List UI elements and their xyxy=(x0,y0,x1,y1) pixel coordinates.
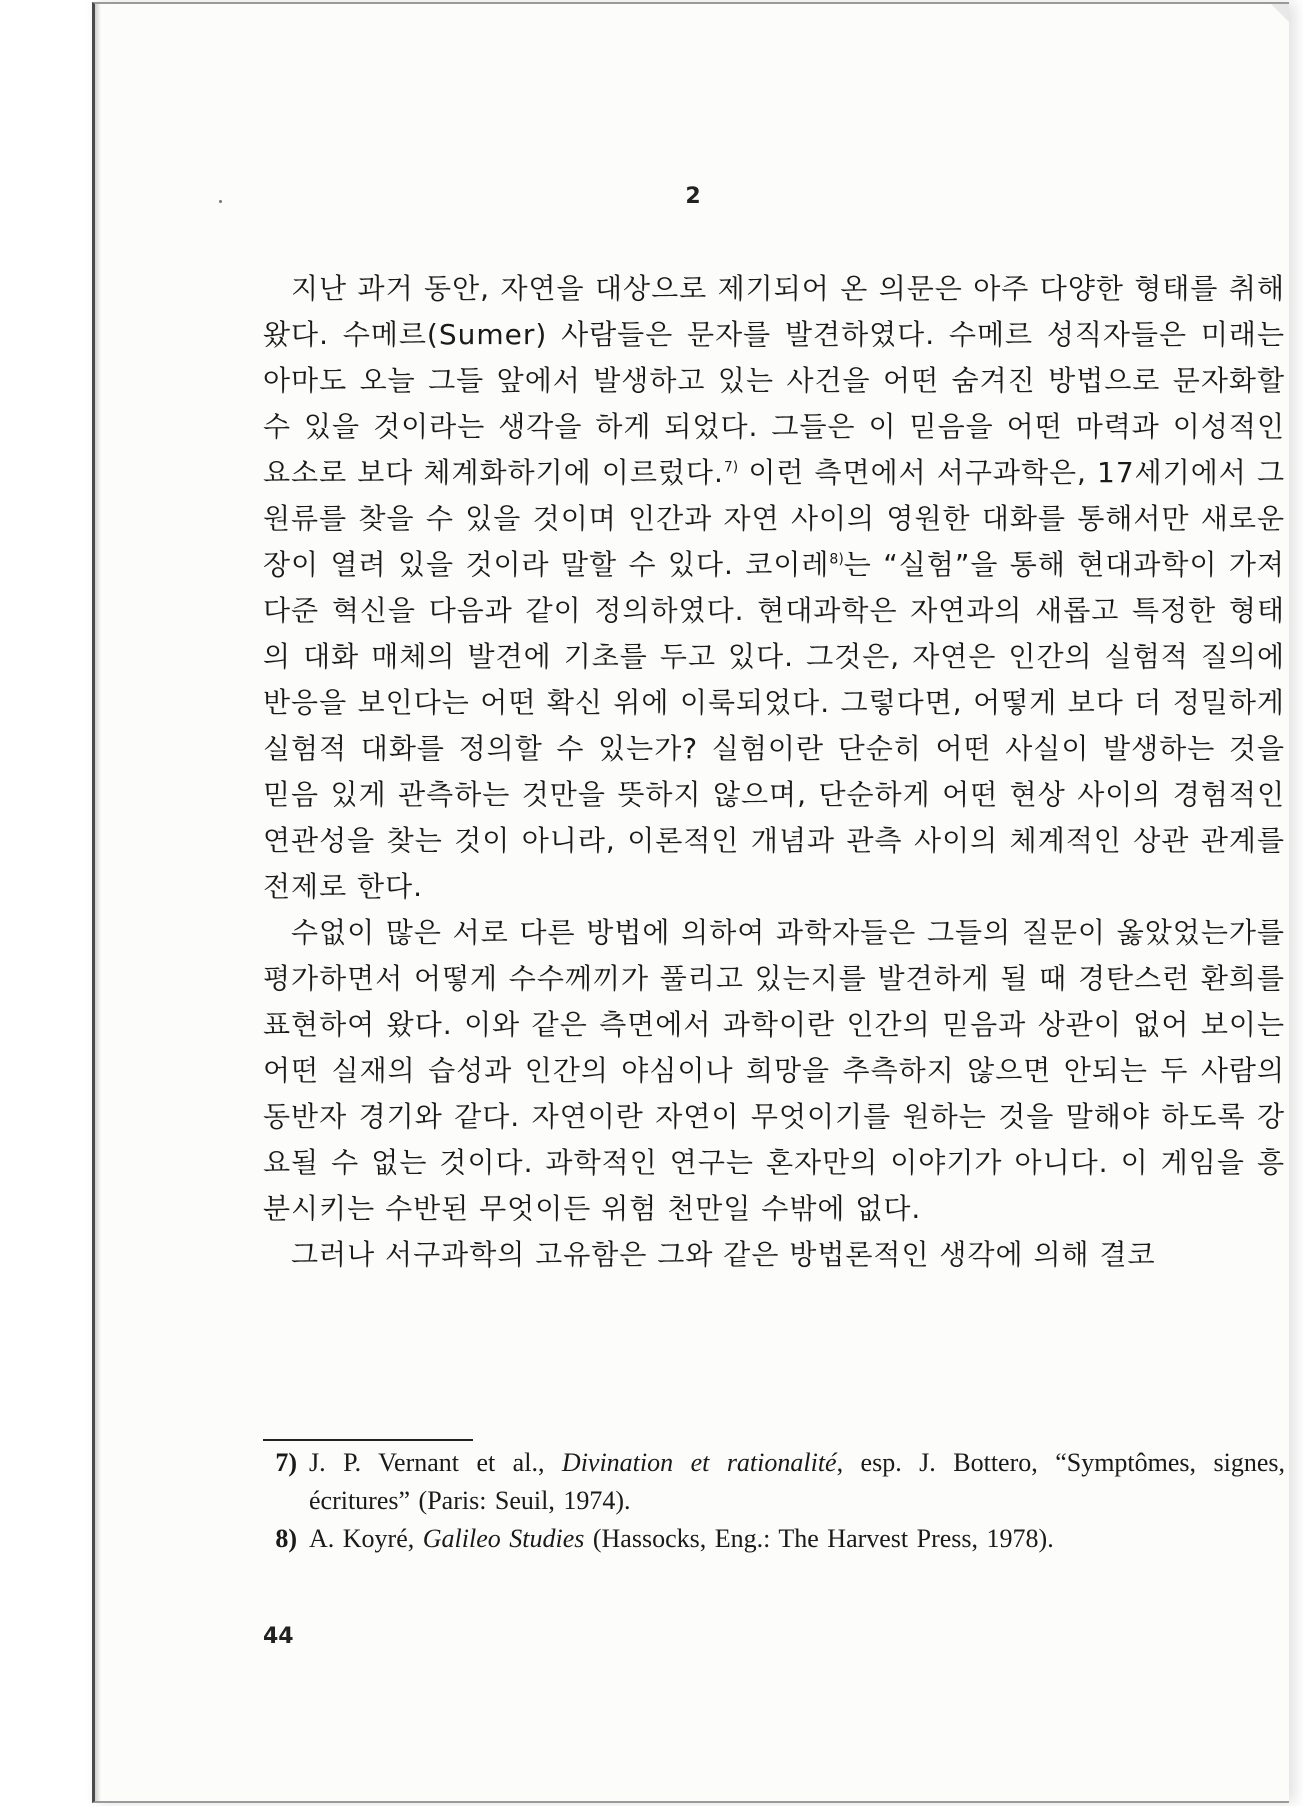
page-corner-fold xyxy=(1271,4,1289,22)
footnote-divider xyxy=(263,1439,473,1441)
footnote-ref-7[interactable]: 7) xyxy=(723,459,739,476)
footnote-detail: , esp. J. Bottero, “Symptômes, signes, écritures” (Paris: Seuil, 1974). xyxy=(309,1448,1285,1515)
footnote-author: A. Koyré, xyxy=(309,1524,423,1553)
paragraph-1-text-b: 이런 측면에서 서구과학은, 17세기에서 그 원류를 찾을 수 있을 것이며 인간과 자연 사이의 영원한 대화를 통해서만 새로운 장이 열려 있을 것이라 말할 수 있다. 코이레 xyxy=(263,456,1285,581)
footnote-title: Divination et rationalité xyxy=(561,1448,837,1477)
footnote-number: 8) xyxy=(275,1524,297,1553)
paragraph-1-text-c: 는 “실험”을 통해 현대과학이 가져다준 혁신을 다음과 같이 정의하였다. 현대과학은 자연과의 새롭고 특정한 형태의 대화 매체의 발견에 기초를 두고 있다. 그것은, 자연은 인간의 실험적 질의에 반응을 보인다는 어떤 확신 위에 이룩되었다. 그렇다면, 어떻게 보다 더 정밀하게 실험적 대화를 정의할 수 있는가? 실험이란 단순히 어떤 사실이 발생하는 것을 믿음 있게 관측하는 것만을 뜻하지 않으며, 단순하게 어떤 현상 사이의 경험적인 연관성을 찾는 것이 아니라, 이론적인 개념과 관측 사이의 체계적인 상관 관계를 전제로 한다. xyxy=(263,548,1285,903)
paragraph-3: 그러나 서구과학의 고유함은 그와 같은 방법론적인 생각에 의해 결코 xyxy=(291,1238,1156,1271)
footnote-detail: (Hassocks, Eng.: The Harvest Press, 1978). xyxy=(584,1524,1054,1553)
footnote-title: Galileo Studies xyxy=(422,1524,585,1553)
paragraph-1 xyxy=(263,266,1285,910)
paragraph-1-text-a: 지난 과거 동안, 자연을 대상으로 제기되어 온 의문은 아주 다양한 형태를 취해 왔다. 수메르(Sumer) 사람들은 문자를 발견하였다. 수메르 성직자들은 미래는 아마도 오늘 그들 앞에서 발생하고 있는 사건을 어떤 숨겨진 방법으로 문자화할 수 있을 것이라는 생각을 하게 되었다. 그들은 이 믿음을 어떤 마력과 이성적인 요소로 보다 체계화하기에 이르렀다. xyxy=(263,272,1285,489)
page-binding-shadow xyxy=(95,4,101,1801)
footnote-8 xyxy=(263,1520,1285,1558)
scanned-page xyxy=(92,2,1289,1803)
footnote-text xyxy=(309,1520,1285,1558)
footnote-7 xyxy=(263,1444,1285,1520)
footnote-number: 7) xyxy=(275,1448,297,1477)
body-text xyxy=(263,266,1285,1278)
footnote-text xyxy=(309,1444,1285,1520)
paragraph-2: 수없이 많은 서로 다른 방법에 의하여 과학자들은 그들의 질문이 옳았었는가를 평가하면서 어떻게 수수께끼가 풀리고 있는지를 발견하게 될 때 경탄스런 환희를 표현하여 왔다. 이와 같은 측면에서 과학이란 인간의 믿음과 상관이 없어 보이는 어떤 실재의 습성과 인간의 야심이나 희망을 추측하지 않으면 안되는 두 사람의 동반자 경기와 같다. 자연이란 자연이 무엇이기를 원하는 것을 말해야 하도록 강요될 수 없는 것이다. 과학적인 연구는 혼자만의 이야기가 아니다. 이 게임을 흥분시키는 수반된 무엇이든 위험 천만일 수밖에 없다. xyxy=(263,916,1285,1225)
footnote-ref-8[interactable]: 8) xyxy=(829,551,844,568)
page-number: 44 xyxy=(263,1624,294,1649)
footnotes xyxy=(263,1444,1285,1558)
footnote-author: J. P. Vernant et al., xyxy=(309,1448,562,1477)
chapter-number: 2 xyxy=(685,184,702,209)
